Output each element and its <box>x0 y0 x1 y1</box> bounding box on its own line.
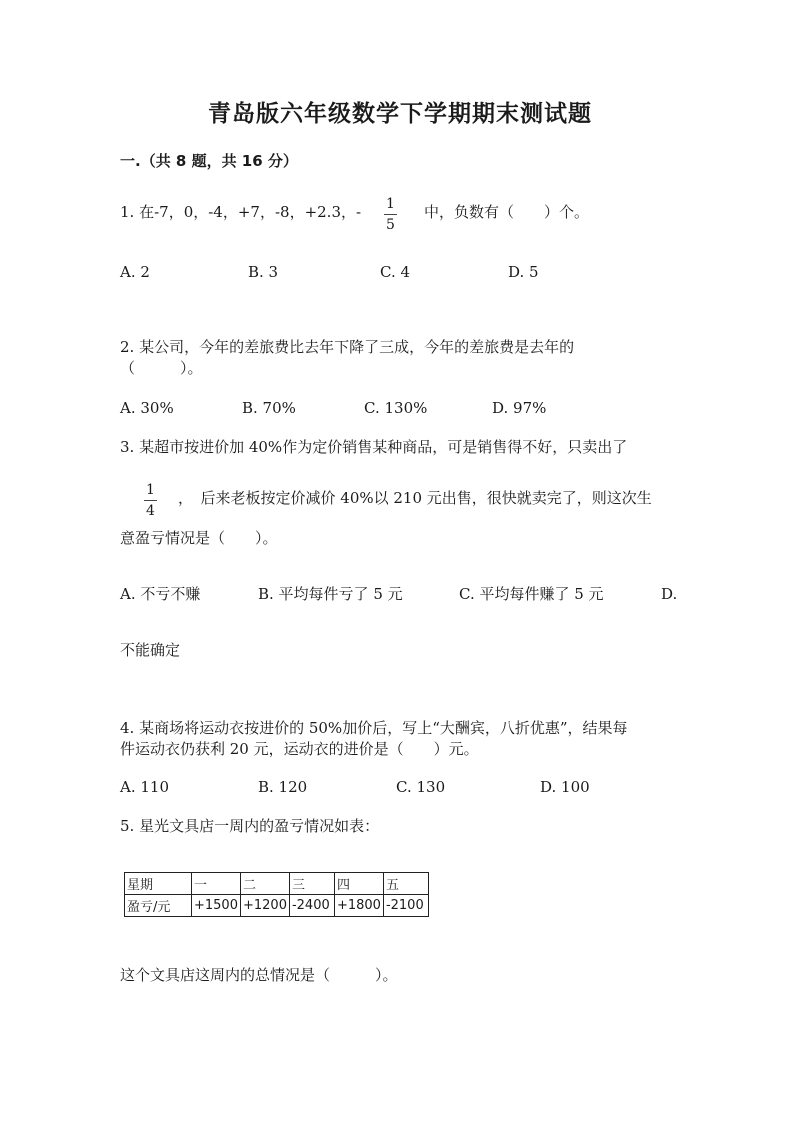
q1-fraction-numerator: 1 <box>384 196 397 215</box>
table-cell: -2100 <box>383 895 428 917</box>
table-header-cell: 四 <box>334 873 383 895</box>
q1-option-a[interactable]: A. 2 <box>120 263 150 281</box>
q4-option-b[interactable]: B. 120 <box>258 778 308 796</box>
q4-line1: 4. 某商场将运动衣按进价的 50%加价后，写上“大酬宾，八折优惠”，结果每 <box>120 719 628 737</box>
q1-option-d[interactable]: D. 5 <box>508 263 539 281</box>
q4-option-c[interactable]: C. 130 <box>396 778 446 796</box>
q3-option-d[interactable]: D. <box>661 585 678 603</box>
page-title: 青岛版六年级数学下学期期末测试题 <box>208 101 592 127</box>
profit-loss-table <box>124 872 429 917</box>
q2-option-d[interactable]: D. 97% <box>492 399 547 417</box>
q4-line2: 件运动衣仍获利 20 元，运动衣的进价是（ ）元。 <box>120 740 479 758</box>
table-header-row <box>125 873 429 895</box>
table-header-cell: 星期 <box>125 873 192 895</box>
section-heading: 一.（共 8 题，共 16 分） <box>120 152 298 170</box>
table-cell: 盈亏/元 <box>125 895 192 917</box>
q2-option-b[interactable]: B. 70% <box>242 399 296 417</box>
q3-line3: 意盈亏情况是（ ）。 <box>120 529 278 547</box>
q5-question: 这个文具店这周内的总情况是（ ）。 <box>120 966 398 984</box>
q5-line1: 5. 星光文具店一周内的盈亏情况如表： <box>120 817 380 835</box>
q3-option-b[interactable]: B. 平均每件亏了 5 元 <box>258 585 403 603</box>
q3-fraction <box>144 482 157 519</box>
table-cell: -2400 <box>289 895 334 917</box>
q1-fraction <box>384 196 397 233</box>
q4-option-d[interactable]: D. 100 <box>540 778 590 796</box>
table-header-cell: 二 <box>240 873 289 895</box>
q1-fraction-denominator: 5 <box>386 217 395 233</box>
table-cell: +1500 <box>192 895 241 917</box>
q3-fraction-numerator: 1 <box>144 482 157 501</box>
table-header-cell: 五 <box>383 873 428 895</box>
table-header-cell: 三 <box>289 873 334 895</box>
table-cell: +1200 <box>240 895 289 917</box>
table-header-cell: 一 <box>192 873 241 895</box>
q3-option-a[interactable]: A. 不亏不赚 <box>120 585 201 603</box>
q1-option-b[interactable]: B. 3 <box>248 263 279 281</box>
q3-fraction-denominator: 4 <box>146 503 155 519</box>
q2-line2: （ ）。 <box>120 359 203 377</box>
q2-option-a[interactable]: A. 30% <box>120 399 174 417</box>
q3-line2: ， 后来老板按定价减价 40%以 210 元出售，很快就卖完了，则这次生 <box>178 489 652 507</box>
table-row <box>125 895 429 917</box>
q3-option-c[interactable]: C. 平均每件赚了 5 元 <box>459 585 604 603</box>
q1-option-c[interactable]: C. 4 <box>380 263 411 281</box>
q2-line1: 2. 某公司，今年的差旅费比去年下降了三成，今年的差旅费是去年的 <box>120 338 575 356</box>
q4-option-a[interactable]: A. 110 <box>120 778 169 796</box>
q3-option-d-text[interactable]: 不能确定 <box>120 641 181 659</box>
table-cell: +1800 <box>334 895 383 917</box>
q1-suffix: 中，负数有（ ）个。 <box>424 203 590 221</box>
q1-prefix: 1. 在-7，0，-4，+7，-8，+2.3，- <box>120 203 362 221</box>
q3-line1: 3. 某超市按进价加 40%作为定价销售某种商品，可是销售得不好，只卖出了 <box>120 438 628 456</box>
q2-option-c[interactable]: C. 130% <box>364 399 428 417</box>
